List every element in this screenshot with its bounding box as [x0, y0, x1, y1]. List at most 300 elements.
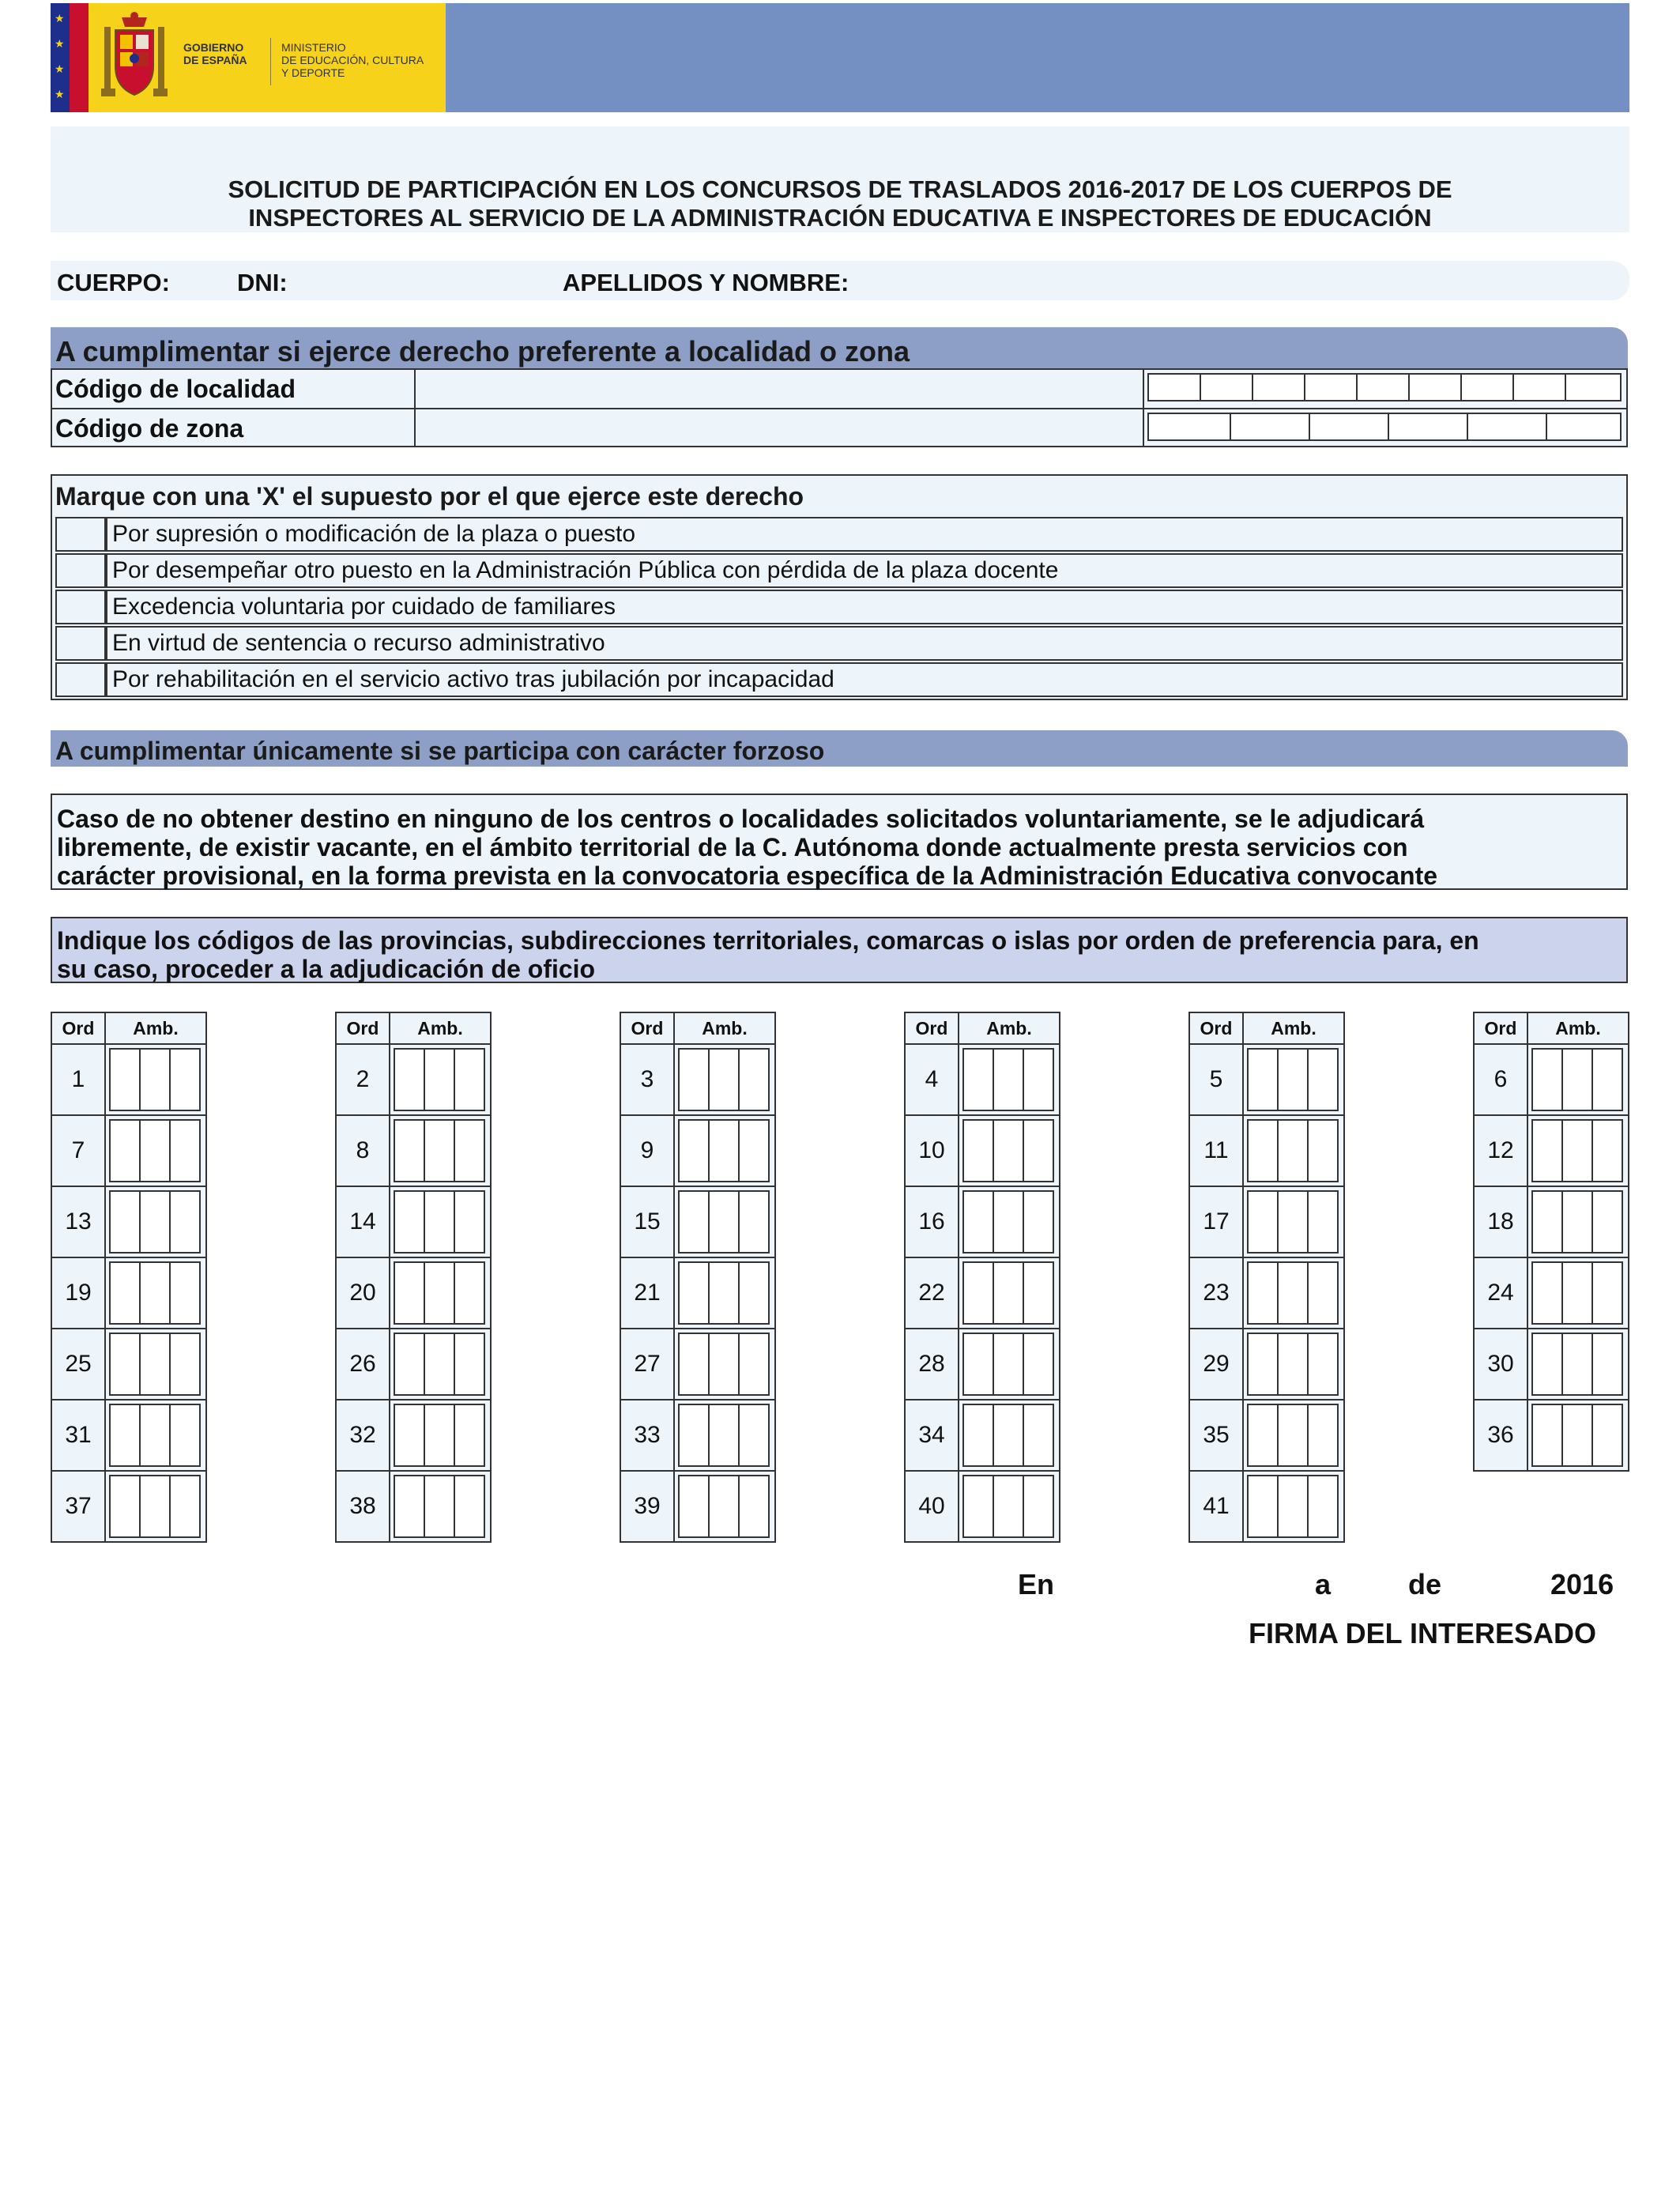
grid-row	[1188, 1187, 1345, 1258]
ord-header: Ord	[337, 1013, 390, 1043]
amb-digit-box[interactable]	[1563, 1119, 1593, 1182]
amb-code-field[interactable]	[675, 1045, 774, 1114]
amb-digit-box[interactable]	[109, 1404, 141, 1467]
amb-code-field[interactable]	[390, 1400, 490, 1470]
supuesto-checkbox[interactable]	[55, 553, 106, 588]
grid-header	[904, 1012, 1060, 1045]
amb-code-field[interactable]	[959, 1472, 1059, 1541]
ord-number: 18	[1475, 1187, 1528, 1257]
amb-digit-box[interactable]	[994, 1261, 1024, 1325]
instruction-line: su caso, proceder a la adjudicación de oficio	[57, 955, 596, 983]
grid-row	[904, 1472, 1060, 1543]
eu-flag-strip	[51, 3, 70, 112]
amb-code-field[interactable]	[1244, 1472, 1343, 1541]
amb-digit-box[interactable]	[141, 1404, 171, 1467]
amb-digit-box[interactable]	[678, 1333, 710, 1396]
ord-number: 10	[906, 1116, 959, 1186]
ord-number: 22	[906, 1258, 959, 1328]
amb-digit-box[interactable]	[1279, 1261, 1309, 1325]
grid-row	[1188, 1472, 1345, 1543]
amb-digit-box[interactable]	[740, 1190, 770, 1253]
ord-number: 25	[52, 1329, 106, 1399]
amb-digit-box[interactable]	[1279, 1190, 1309, 1253]
amb-header: Amb.	[1555, 1017, 1601, 1039]
amb-code-field[interactable]	[106, 1258, 205, 1328]
amb-digit-box[interactable]	[1563, 1333, 1593, 1396]
amb-digit-box[interactable]	[1531, 1404, 1563, 1467]
amb-digit-box[interactable]	[455, 1475, 485, 1538]
amb-code-field[interactable]	[1528, 1258, 1628, 1328]
amb-digit-box[interactable]	[994, 1333, 1024, 1396]
amb-digit-box[interactable]	[678, 1119, 710, 1182]
amb-digit-box[interactable]	[1563, 1048, 1593, 1111]
supuesto-option: Por desempeñar otro puesto en la Administración Pública con pérdida de la plaza docente	[106, 553, 1623, 588]
amb-digit-box[interactable]	[425, 1048, 455, 1111]
ord-number: 5	[1190, 1045, 1244, 1114]
amb-code-field[interactable]	[390, 1258, 490, 1328]
grid-header	[1473, 1012, 1629, 1045]
ord-header: Ord	[1475, 1013, 1528, 1043]
amb-digit-box[interactable]	[1279, 1475, 1309, 1538]
grid-row	[904, 1116, 1060, 1187]
amb-digit-box[interactable]	[455, 1119, 485, 1182]
amb-digit-box[interactable]	[141, 1119, 171, 1182]
spain-flag-strip	[70, 3, 89, 112]
amb-code-field[interactable]	[959, 1329, 1059, 1399]
ord-number: 23	[1190, 1258, 1244, 1328]
amb-digit-box[interactable]	[994, 1404, 1024, 1467]
amb-digit-box[interactable]	[710, 1404, 740, 1467]
amb-code-field[interactable]	[390, 1472, 490, 1541]
amb-code-field[interactable]	[390, 1116, 490, 1186]
grid-row	[1473, 1258, 1629, 1329]
amb-digit-box[interactable]	[1593, 1404, 1623, 1467]
amb-digit-box[interactable]	[141, 1190, 171, 1253]
codes-divider	[1143, 368, 1144, 447]
ord-number: 41	[1190, 1472, 1244, 1541]
ord-number: 13	[52, 1187, 106, 1257]
grid-row	[51, 1329, 207, 1400]
ord-number: 17	[1190, 1187, 1244, 1257]
amb-digit-box[interactable]	[1024, 1190, 1054, 1253]
amb-digit-box[interactable]	[394, 1333, 425, 1396]
amb-code-field[interactable]	[106, 1472, 205, 1541]
amb-digit-box[interactable]	[740, 1261, 770, 1325]
amb-digit-box[interactable]	[394, 1119, 425, 1182]
grid-row	[904, 1329, 1060, 1400]
ord-number: 4	[906, 1045, 959, 1114]
amb-digit-box[interactable]	[171, 1404, 201, 1467]
amb-code-field[interactable]	[106, 1187, 205, 1257]
amb-digit-box[interactable]	[1247, 1261, 1279, 1325]
grid-row	[904, 1258, 1060, 1329]
amb-digit-box[interactable]	[710, 1119, 740, 1182]
en-label: En	[1018, 1568, 1055, 1600]
ord-number: 32	[337, 1400, 390, 1470]
amb-code-field[interactable]	[390, 1329, 490, 1399]
amb-digit-box[interactable]	[109, 1190, 141, 1253]
amb-digit-box[interactable]	[1309, 1190, 1339, 1253]
amb-digit-box[interactable]	[141, 1261, 171, 1325]
amb-code-field[interactable]	[1244, 1329, 1343, 1399]
ord-number: 14	[337, 1187, 390, 1257]
amb-digit-box[interactable]	[141, 1475, 171, 1538]
amb-code-field[interactable]	[1528, 1329, 1628, 1399]
grid-column	[51, 1012, 207, 1543]
page-title	[51, 175, 1629, 232]
grid-row	[620, 1329, 776, 1400]
government-label: GOBIERNO DE ESPAÑA	[183, 41, 247, 66]
amb-digit-box[interactable]	[678, 1190, 710, 1253]
month-field[interactable]	[1449, 1566, 1544, 1601]
amb-digit-box[interactable]	[1024, 1333, 1054, 1396]
amb-header: Amb.	[133, 1017, 179, 1039]
firma-label: FIRMA DEL INTERESADO	[1249, 1617, 1597, 1649]
amb-digit-box[interactable]	[1563, 1190, 1593, 1253]
amb-code-field[interactable]	[1528, 1187, 1628, 1257]
amb-digit-box[interactable]	[171, 1333, 201, 1396]
grid-column	[620, 1012, 776, 1543]
amb-digit-box[interactable]	[1024, 1119, 1054, 1182]
ord-number: 1	[52, 1045, 106, 1114]
amb-digit-box[interactable]	[1247, 1333, 1279, 1396]
preferente-section-title: A cumplimentar si ejerce derecho preferente a localidad o zona	[55, 335, 910, 368]
amb-digit-box[interactable]	[1531, 1048, 1563, 1111]
amb-digit-box[interactable]	[710, 1190, 740, 1253]
localidad-name-field[interactable]	[417, 371, 1141, 406]
amb-digit-box[interactable]	[994, 1475, 1024, 1538]
amb-digit-box[interactable]	[962, 1333, 994, 1396]
grid-row	[51, 1045, 207, 1116]
ord-number: 7	[52, 1116, 106, 1186]
ord-number: 15	[621, 1187, 675, 1257]
amb-digit-box[interactable]	[425, 1404, 455, 1467]
amb-code-field[interactable]	[1244, 1116, 1343, 1186]
ord-number: 29	[1190, 1329, 1244, 1399]
amb-code-field[interactable]	[1244, 1258, 1343, 1328]
amb-digit-box[interactable]	[1279, 1333, 1309, 1396]
supuesto-title: Marque con una 'X' el supuesto por el que ejerce este derecho	[55, 482, 804, 511]
amb-digit-box[interactable]	[1531, 1261, 1563, 1325]
grid-row	[904, 1400, 1060, 1472]
amb-digit-box[interactable]	[1247, 1475, 1279, 1538]
amb-code-field[interactable]	[106, 1116, 205, 1186]
amb-digit-box[interactable]	[1531, 1190, 1563, 1253]
signature-field[interactable]	[1027, 1660, 1628, 1818]
amb-code-field[interactable]	[959, 1045, 1059, 1114]
star-icon: ★	[55, 12, 65, 25]
amb-digit-box[interactable]	[1247, 1190, 1279, 1253]
ord-number: 38	[337, 1472, 390, 1541]
amb-code-field[interactable]	[1244, 1187, 1343, 1257]
localidad-code-field[interactable]	[1147, 373, 1622, 401]
notice-line: carácter provisional, en la forma prevista en la convocatoria específica de la Administración Educativa convocante	[57, 861, 1438, 890]
place-field[interactable]	[1064, 1566, 1301, 1601]
supuesto-checkbox[interactable]	[55, 662, 106, 697]
supuesto-checkbox[interactable]	[55, 626, 106, 661]
grid-row	[620, 1116, 776, 1187]
amb-digit-box[interactable]	[171, 1475, 201, 1538]
zona-name-field[interactable]	[417, 411, 1141, 446]
grid-row	[335, 1116, 492, 1187]
amb-digit-box[interactable]	[1309, 1261, 1339, 1325]
amb-digit-box[interactable]	[962, 1261, 994, 1325]
amb-digit-box[interactable]	[678, 1048, 710, 1111]
amb-digit-box[interactable]	[455, 1333, 485, 1396]
amb-digit-box[interactable]	[962, 1190, 994, 1253]
amb-digit-box[interactable]	[710, 1475, 740, 1538]
amb-code-field[interactable]	[1528, 1116, 1628, 1186]
grid-row	[620, 1045, 776, 1116]
grid-row	[904, 1187, 1060, 1258]
amb-digit-box[interactable]	[394, 1048, 425, 1111]
amb-code-field[interactable]	[1528, 1400, 1628, 1470]
codes-divider	[414, 368, 416, 447]
ord-number: 40	[906, 1472, 959, 1541]
amb-digit-box[interactable]	[171, 1190, 201, 1253]
supuesto-checkbox[interactable]	[55, 590, 106, 624]
amb-digit-box[interactable]	[109, 1333, 141, 1396]
grid-row	[335, 1045, 492, 1116]
title-line-1: SOLICITUD DE PARTICIPACIÓN EN LOS CONCURSOS DE TRASLADOS 2016-2017 DE LOS CUERPOS DE	[228, 175, 1452, 203]
amb-digit-box[interactable]	[425, 1333, 455, 1396]
amb-code-field[interactable]	[675, 1472, 774, 1541]
amb-digit-box[interactable]	[962, 1404, 994, 1467]
grid-row	[51, 1472, 207, 1543]
amb-digit-box[interactable]	[171, 1048, 201, 1111]
amb-digit-box[interactable]	[1531, 1119, 1563, 1182]
grid-row	[620, 1472, 776, 1543]
amb-digit-box[interactable]	[1309, 1475, 1339, 1538]
amb-digit-box[interactable]	[455, 1048, 485, 1111]
ord-number: 19	[52, 1258, 106, 1328]
amb-digit-box[interactable]	[425, 1190, 455, 1253]
amb-digit-box[interactable]	[1247, 1404, 1279, 1467]
amb-code-field[interactable]	[675, 1258, 774, 1328]
amb-digit-box[interactable]	[678, 1261, 710, 1325]
instruction-panel	[51, 917, 1628, 983]
amb-digit-box[interactable]	[141, 1333, 171, 1396]
grid-column	[1188, 1012, 1345, 1543]
codes-divider	[51, 408, 1628, 409]
amb-code-field[interactable]	[675, 1187, 774, 1257]
amb-digit-box[interactable]	[1593, 1048, 1623, 1111]
amb-code-field[interactable]	[959, 1187, 1059, 1257]
supuesto-option: Por supresión o modificación de la plaza o puesto	[106, 517, 1623, 552]
amb-digit-box[interactable]	[994, 1190, 1024, 1253]
grid-column	[335, 1012, 492, 1543]
amb-digit-box[interactable]	[109, 1261, 141, 1325]
amb-digit-box[interactable]	[109, 1119, 141, 1182]
amb-digit-box[interactable]	[394, 1261, 425, 1325]
grid-row	[1188, 1258, 1345, 1329]
amb-digit-box[interactable]	[1309, 1333, 1339, 1396]
amb-digit-box[interactable]	[994, 1119, 1024, 1182]
ord-number: 20	[337, 1258, 390, 1328]
ord-number: 26	[337, 1329, 390, 1399]
amb-code-field[interactable]	[1244, 1045, 1343, 1114]
amb-digit-box[interactable]	[740, 1048, 770, 1111]
amb-digit-box[interactable]	[1309, 1048, 1339, 1111]
amb-digit-box[interactable]	[1279, 1404, 1309, 1467]
supuesto-option: Por rehabilitación en el servicio activo tras jubilación por incapacidad	[106, 662, 1623, 697]
amb-code-field[interactable]	[106, 1045, 205, 1114]
instruction-line: Indique los códigos de las provincias, subdirecciones territoriales, comarcas o islas por orden de preferencia para, en	[57, 926, 1479, 955]
ord-number: 35	[1190, 1400, 1244, 1470]
amb-code-field[interactable]	[675, 1116, 774, 1186]
grid-row	[620, 1258, 776, 1329]
ord-number: 6	[1475, 1045, 1528, 1114]
ord-number: 36	[1475, 1400, 1528, 1470]
grid-row	[1188, 1400, 1345, 1472]
dni-field[interactable]	[300, 266, 553, 297]
amb-code-field[interactable]	[390, 1187, 490, 1257]
amb-digit-box[interactable]	[962, 1475, 994, 1538]
amb-code-field[interactable]	[675, 1329, 774, 1399]
zona-code-field[interactable]	[1147, 413, 1622, 441]
grid-header	[620, 1012, 776, 1045]
amb-digit-box[interactable]	[710, 1261, 740, 1325]
amb-digit-box[interactable]	[678, 1404, 710, 1467]
amb-code-field[interactable]	[390, 1045, 490, 1114]
ord-number: 33	[621, 1400, 675, 1470]
amb-digit-box[interactable]	[394, 1190, 425, 1253]
amb-digit-box[interactable]	[1593, 1333, 1623, 1396]
ord-header: Ord	[1190, 1013, 1244, 1043]
amb-code-field[interactable]	[1244, 1400, 1343, 1470]
amb-digit-box[interactable]	[455, 1190, 485, 1253]
grid-row	[1473, 1045, 1629, 1116]
grid-row	[1188, 1045, 1345, 1116]
star-icon: ★	[55, 62, 65, 75]
amb-digit-box[interactable]	[171, 1261, 201, 1325]
amb-digit-box[interactable]	[962, 1048, 994, 1111]
dni-label: DNI:	[237, 269, 288, 296]
title-line-2: INSPECTORES AL SERVICIO DE LA ADMINISTRACIÓN EDUCATIVA E INSPECTORES DE EDUCACIÓN	[248, 204, 1432, 232]
supuesto-option: Excedencia voluntaria por cuidado de familiares	[106, 590, 1623, 624]
logo-divider	[270, 38, 271, 85]
cuerpo-field[interactable]	[190, 266, 231, 297]
amb-digit-box[interactable]	[455, 1404, 485, 1467]
ord-header: Ord	[906, 1013, 959, 1043]
amb-digit-box[interactable]	[994, 1048, 1024, 1111]
grid-column	[904, 1012, 1060, 1543]
amb-digit-box[interactable]	[1247, 1048, 1279, 1111]
amb-digit-box[interactable]	[1279, 1119, 1309, 1182]
day-field[interactable]	[1340, 1566, 1403, 1601]
grid-header	[51, 1012, 207, 1045]
ord-number: 28	[906, 1329, 959, 1399]
amb-digit-box[interactable]	[1024, 1475, 1054, 1538]
amb-digit-box[interactable]	[1309, 1119, 1339, 1182]
cuerpo-label: CUERPO:	[57, 269, 170, 296]
amb-digit-box[interactable]	[109, 1048, 141, 1111]
amb-digit-box[interactable]	[1024, 1404, 1054, 1467]
amb-digit-box[interactable]	[740, 1119, 770, 1182]
amb-code-field[interactable]	[675, 1400, 774, 1470]
amb-digit-box[interactable]	[425, 1119, 455, 1182]
grid-header	[1188, 1012, 1345, 1045]
amb-header: Amb.	[417, 1017, 463, 1039]
amb-header: Amb.	[702, 1017, 748, 1039]
star-icon: ★	[55, 37, 65, 50]
star-icon: ★	[55, 88, 65, 100]
amb-digit-box[interactable]	[962, 1119, 994, 1182]
grid-row	[335, 1400, 492, 1472]
amb-header: Amb.	[986, 1017, 1032, 1039]
ord-number: 27	[621, 1329, 675, 1399]
ord-header: Ord	[621, 1013, 675, 1043]
amb-digit-box[interactable]	[394, 1475, 425, 1538]
amb-code-field[interactable]	[1528, 1045, 1628, 1114]
amb-digit-box[interactable]	[109, 1475, 141, 1538]
amb-digit-box[interactable]	[1563, 1404, 1593, 1467]
nombre-field[interactable]	[893, 266, 1620, 297]
ord-number: 3	[621, 1045, 675, 1114]
amb-digit-box[interactable]	[740, 1333, 770, 1396]
amb-digit-box[interactable]	[1309, 1404, 1339, 1467]
a-label: a	[1315, 1568, 1332, 1600]
ord-number: 8	[337, 1116, 390, 1186]
ord-number: 31	[52, 1400, 106, 1470]
ord-number: 12	[1475, 1116, 1528, 1186]
ord-number: 11	[1190, 1116, 1244, 1186]
forzoso-notice	[51, 794, 1628, 890]
notice-line: Caso de no obtener destino en ninguno de los centros o localidades solicitados voluntariamente, se le adjudicará	[57, 805, 1425, 833]
amb-digit-box[interactable]	[1024, 1048, 1054, 1111]
ministry-label: MINISTERIO DE EDUCACIÓN, CULTURA Y DEPORTE	[281, 41, 424, 79]
amb-code-field[interactable]	[959, 1116, 1059, 1186]
amb-digit-box[interactable]	[1593, 1190, 1623, 1253]
grid-row	[51, 1400, 207, 1472]
ord-number: 34	[906, 1400, 959, 1470]
forzoso-section-title: A cumplimentar únicamente si se participa con carácter forzoso	[55, 737, 825, 765]
amb-digit-box[interactable]	[1531, 1333, 1563, 1396]
amb-digit-box[interactable]	[1563, 1261, 1593, 1325]
grid-row	[335, 1187, 492, 1258]
grid-header	[335, 1012, 492, 1045]
amb-code-field[interactable]	[959, 1258, 1059, 1328]
amb-digit-box[interactable]	[1247, 1119, 1279, 1182]
grid-row	[51, 1116, 207, 1187]
amb-digit-box[interactable]	[1593, 1119, 1623, 1182]
supuesto-checkbox[interactable]	[55, 517, 106, 552]
grid-row	[1188, 1116, 1345, 1187]
amb-digit-box[interactable]	[1024, 1261, 1054, 1325]
amb-digit-box[interactable]	[455, 1261, 485, 1325]
amb-digit-box[interactable]	[710, 1048, 740, 1111]
amb-code-field[interactable]	[959, 1400, 1059, 1470]
grid-row	[1188, 1329, 1345, 1400]
amb-digit-box[interactable]	[394, 1404, 425, 1467]
amb-digit-box[interactable]	[678, 1475, 710, 1538]
amb-digit-box[interactable]	[710, 1333, 740, 1396]
ord-number: 16	[906, 1187, 959, 1257]
amb-digit-box[interactable]	[1593, 1261, 1623, 1325]
amb-digit-box[interactable]	[425, 1261, 455, 1325]
amb-digit-box[interactable]	[740, 1404, 770, 1467]
ord-number: 24	[1475, 1258, 1528, 1328]
amb-digit-box[interactable]	[141, 1048, 171, 1111]
amb-digit-box[interactable]	[740, 1475, 770, 1538]
amb-code-field[interactable]	[106, 1329, 205, 1399]
year-label: 2016	[1550, 1568, 1614, 1600]
amb-digit-box[interactable]	[425, 1475, 455, 1538]
grid-row	[51, 1187, 207, 1258]
amb-digit-box[interactable]	[171, 1119, 201, 1182]
amb-code-field[interactable]	[106, 1400, 205, 1470]
amb-digit-box[interactable]	[1279, 1048, 1309, 1111]
